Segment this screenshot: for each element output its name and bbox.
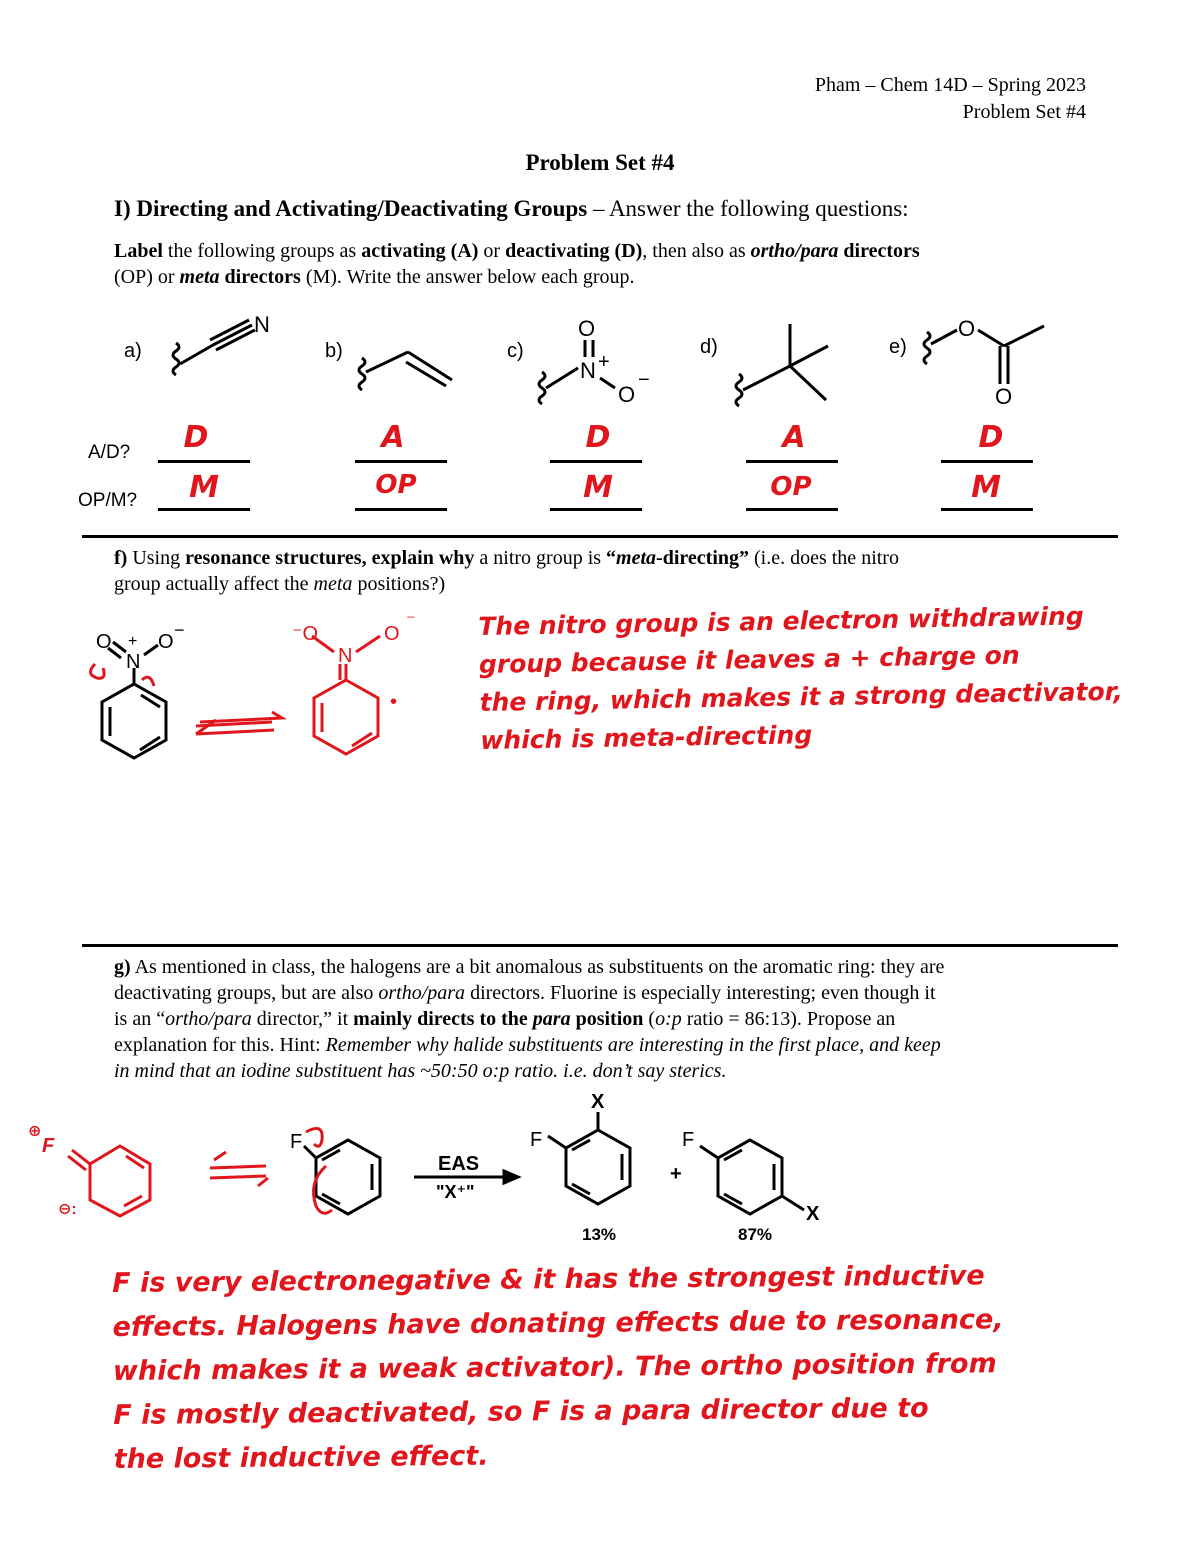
section-heading	[114, 196, 909, 222]
answer-blank-opm-a	[158, 508, 250, 511]
svg-text:F: F	[42, 1135, 55, 1157]
answer-blank-ad-c	[550, 460, 642, 463]
squiggle-c	[539, 372, 545, 404]
part-f-question	[114, 545, 1074, 597]
part-g-question	[114, 954, 1089, 1084]
part-f-label: f)	[114, 547, 128, 569]
instr-text: the following groups as	[162, 240, 362, 262]
row-label-ad: A/D?	[88, 442, 131, 463]
reagent-label: "X⁺"	[436, 1182, 475, 1202]
ortho-percent: 13%	[582, 1225, 617, 1244]
atom-o: O	[618, 382, 636, 407]
atom-o: O	[578, 316, 596, 341]
eas-reaction-scheme	[0, 1090, 1200, 1250]
part-g-text: is an “	[114, 1008, 166, 1030]
answer-blank-ad-d	[746, 460, 838, 463]
part-g-hint: Remember why halide substituents are interesting in the first place, and keep	[325, 1034, 941, 1056]
part-g-text: explanation for this. Hint:	[114, 1034, 326, 1056]
atom-f: F	[682, 1129, 695, 1151]
part-g-hint: in mind that an iodine substituent has ~50:50 o:p ratio. i.e. don’t say sterics.	[114, 1060, 727, 1082]
part-f-text: positions?)	[352, 573, 446, 595]
svg-text:⊕: ⊕	[28, 1123, 42, 1140]
para-percent: 87%	[738, 1225, 773, 1244]
answer-line: F is mostly deactivated, so F is a para director due to	[113, 1392, 929, 1431]
bond-a	[180, 345, 213, 364]
answer-blank-opm-d	[746, 508, 838, 511]
answer-ad-d: A	[782, 420, 806, 455]
nitrobenzene-resonance	[0, 610, 460, 780]
svg-text:N: N	[338, 645, 353, 667]
part-f-text: a nitro group is	[474, 547, 607, 569]
instr-text: (OP) or	[114, 266, 180, 288]
instr-activating: activating (A)	[361, 240, 479, 262]
svg-text:⁻: ⁻	[406, 610, 416, 630]
atom-x: X	[591, 1091, 605, 1113]
atom-o: O	[995, 384, 1013, 409]
svg-text:+: +	[128, 633, 138, 650]
answer-opm-b: OP	[375, 470, 417, 500]
answer-blank-opm-b	[355, 508, 447, 511]
part-g-bold: position	[570, 1008, 644, 1030]
course-header	[815, 72, 1086, 126]
svg-text:O: O	[96, 631, 112, 653]
header-course: Pham – Chem 14D – Spring 2023	[814, 74, 1086, 96]
answer-opm-e: M	[971, 470, 1001, 505]
part-f-answer	[478, 597, 1124, 760]
answer-blank-ad-e	[941, 460, 1033, 463]
divider	[82, 535, 1118, 538]
answer-blank-opm-c	[550, 508, 642, 511]
part-f-text: group actually affect the	[114, 573, 314, 595]
svg-text:+: +	[598, 351, 610, 373]
answer-ad-b: A	[381, 420, 405, 455]
instr-deactivating: deactivating (D)	[505, 240, 643, 262]
squiggle-b	[359, 358, 365, 390]
divider	[82, 944, 1118, 947]
svg-text:⁻O: ⁻O	[292, 623, 319, 645]
answer-line: which makes it a weak activator). The ortho position from	[112, 1348, 997, 1387]
atom-x: X	[806, 1203, 820, 1225]
part-g-text: ratio = 86:13). Propose an	[681, 1008, 896, 1030]
answer-opm-a: M	[189, 470, 219, 505]
part-g-italic: o:p	[655, 1008, 682, 1030]
part-f-directing: -directing”	[656, 547, 749, 569]
svg-text:−: −	[174, 620, 185, 640]
row-label-opm: OP/M?	[78, 490, 138, 511]
atom-f: F	[530, 1129, 543, 1151]
answer-line: F is very electronegative & it has the strongest inductive	[112, 1260, 985, 1299]
answer-opm-d: OP	[770, 472, 812, 502]
header-problem-set: Problem Set #4	[962, 101, 1086, 123]
answer-ad-a: D	[183, 420, 209, 455]
part-g-answer	[112, 1254, 1005, 1482]
part-g-text: deactivating groups, but are also	[114, 982, 379, 1004]
answer-line: the lost inductive effect.	[113, 1440, 489, 1475]
squiggle-d	[736, 374, 742, 406]
answer-blank-ad-a	[158, 460, 250, 463]
answer-line: The nitro group is an electron withdrawing	[478, 601, 1084, 641]
part-f-bold: resonance structures, explain why	[185, 547, 475, 569]
instr-text: , then also as	[642, 240, 751, 262]
answer-blank-ad-b	[355, 460, 447, 463]
part-g-italic: ortho/para	[165, 1008, 252, 1030]
instructions	[114, 238, 1094, 290]
part-g-text: director,” it	[251, 1008, 354, 1030]
plus-sign: +	[670, 1163, 682, 1185]
answer-blank-opm-e	[941, 508, 1033, 511]
instr-directors: directors	[838, 240, 920, 262]
part-f-text: (i.e. does the nitro	[749, 547, 899, 569]
answer-ad-e: D	[978, 420, 1004, 455]
instr-label: Label	[114, 240, 163, 262]
instr-text: or	[478, 240, 506, 262]
part-g-bold: mainly directs to the	[353, 1008, 533, 1030]
part-g-text: (	[643, 1008, 656, 1030]
part-g-label: g)	[114, 956, 131, 978]
answer-line: effects. Halogens have donating effects due to resonance,	[112, 1304, 1004, 1343]
group-letter-d: d)	[700, 336, 718, 358]
group-letter-a: a)	[124, 340, 142, 362]
atom-f: F	[290, 1131, 303, 1153]
answer-line: the ring, which makes it a strong deactivator,	[479, 676, 1124, 717]
group-letter-e: e)	[889, 336, 907, 358]
part-g-text: directors. Fluorine is especially interesting; even though it	[465, 982, 936, 1004]
instr-ortho-para: ortho/para	[750, 240, 839, 262]
answer-ad-c: D	[585, 420, 611, 455]
part-g-text: As mentioned in class, the halogens are a bit anomalous as substituents on the aromatic ring: they are	[130, 956, 945, 978]
squiggle-e	[924, 332, 930, 364]
answer-line: group because it leaves a + charge on	[478, 640, 1020, 679]
svg-text:−: −	[638, 369, 650, 391]
group-letter-c: c)	[507, 340, 524, 362]
answer-opm-c: M	[583, 470, 613, 505]
section-instruction: – Answer the following questions:	[587, 196, 909, 221]
svg-text:⊖:: ⊖:	[58, 1201, 77, 1218]
group-letter-b: b)	[325, 340, 343, 362]
svg-text:O: O	[158, 631, 174, 653]
group-structures	[0, 300, 1200, 430]
part-f-meta: meta	[616, 547, 657, 569]
eas-label: EAS	[438, 1153, 480, 1175]
atom-o: O	[958, 316, 976, 341]
svg-text:•: •	[390, 691, 398, 713]
answer-line: which is meta-directing	[480, 720, 813, 755]
atom-n: N	[580, 358, 596, 383]
part-f-quote: “	[606, 547, 617, 569]
part-f-meta: meta	[313, 573, 353, 595]
part-g-italic: ortho/para	[378, 982, 466, 1004]
instr-text: (M). Write the answer below each group.	[300, 266, 635, 288]
instr-directors: directors	[219, 266, 301, 288]
section-title: I) Directing and Activating/Deactivating Groups	[114, 196, 588, 221]
svg-text:N: N	[126, 651, 141, 673]
atom-n: N	[254, 312, 270, 337]
page-title: Problem Set #4	[525, 150, 675, 175]
part-f-text: Using	[127, 547, 186, 569]
instr-meta: meta	[179, 266, 220, 288]
svg-text:O: O	[384, 623, 400, 645]
part-g-para: para	[532, 1008, 571, 1030]
squiggle-a	[173, 343, 179, 375]
